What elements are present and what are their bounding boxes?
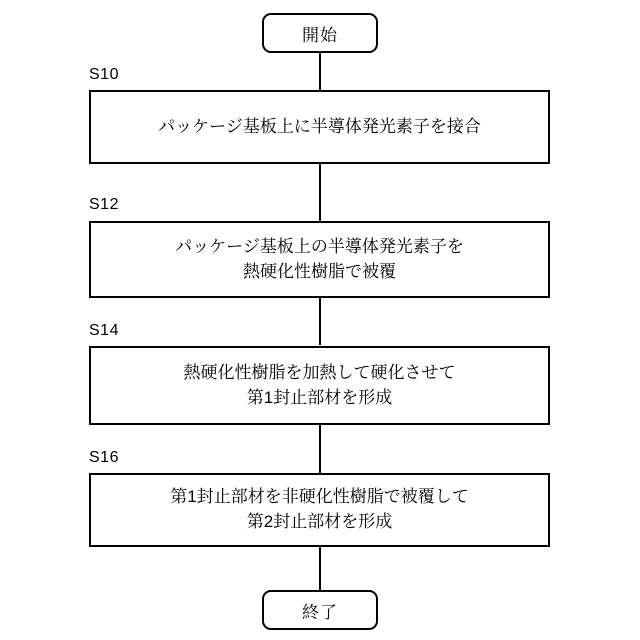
connector-s16-end [319,546,321,591]
node-start [262,13,378,53]
connector-s12-s14 [319,297,321,345]
node-end [262,590,378,630]
node-s14-line2: 第1封止部材を形成 [246,387,393,407]
node-s10 [89,90,550,164]
node-s14-line1: 熱硬化性樹脂を加熱して硬化させて [183,362,456,382]
node-s10-line1: パッケージ基板上に半導体発光素子を接合 [158,116,481,136]
node-s16 [89,473,550,547]
node-s12-line2: 熱硬化性樹脂で被覆 [242,261,396,281]
connector-start-s10 [319,52,321,90]
step-label-s12: S12 [89,196,119,213]
step-label-s14: S14 [89,322,119,339]
connector-s14-s16 [319,425,321,473]
node-start-label: 開始 [302,25,338,45]
node-end-label: 終了 [302,602,338,622]
step-label-s10: S10 [89,66,119,83]
step-label-s16: S16 [89,449,119,466]
node-s16-line1: 第1封止部材を非硬化性樹脂で被覆して [170,487,469,507]
node-s12 [89,221,550,298]
connector-s10-s12 [319,163,321,221]
node-s12-line1: パッケージ基板上の半導体発光素子を [175,236,464,256]
node-s14 [89,346,550,425]
node-s16-line2: 第2封止部材を形成 [246,512,393,531]
